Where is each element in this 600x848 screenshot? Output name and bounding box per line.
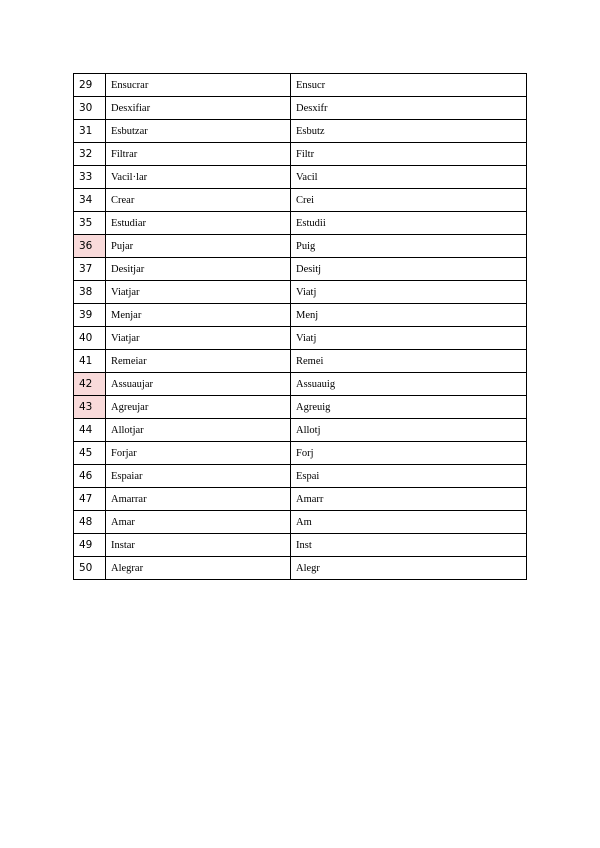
infinitive-cell: Allotjar [106,419,291,442]
infinitive-cell: Alegrar [106,557,291,580]
table-row [74,557,527,580]
row-number-cell: 33 [74,166,106,189]
infinitive-cell: Amar [106,511,291,534]
stem-cell: Puig [291,235,527,258]
table-row [74,488,527,511]
infinitive-cell: Ensucrar [106,74,291,97]
row-number-cell: 45 [74,442,106,465]
table-row [74,212,527,235]
table-row [74,97,527,120]
table-row [74,258,527,281]
table-row [74,166,527,189]
infinitive-cell: Instar [106,534,291,557]
row-number-cell: 44 [74,419,106,442]
table-row [74,419,527,442]
infinitive-cell: Viatjar [106,327,291,350]
infinitive-cell: Menjar [106,304,291,327]
verb-stem-table [73,73,527,580]
stem-cell: Agreuig [291,396,527,419]
stem-cell: Viatj [291,327,527,350]
infinitive-cell: Agreujar [106,396,291,419]
stem-cell: Esbutz [291,120,527,143]
row-number-cell: 48 [74,511,106,534]
table-row [74,511,527,534]
infinitive-cell: Estudiar [106,212,291,235]
infinitive-cell: Filtrar [106,143,291,166]
infinitive-cell: Esbutzar [106,120,291,143]
infinitive-cell: Forjar [106,442,291,465]
table-row [74,442,527,465]
row-number-cell: 49 [74,534,106,557]
stem-cell: Am [291,511,527,534]
infinitive-cell: Crear [106,189,291,212]
stem-cell: Forj [291,442,527,465]
stem-cell: Espai [291,465,527,488]
verb-table-body [74,74,527,580]
stem-cell: Desitj [291,258,527,281]
row-number-cell: 39 [74,304,106,327]
row-number-cell: 38 [74,281,106,304]
stem-cell: Crei [291,189,527,212]
stem-cell: Ensucr [291,74,527,97]
infinitive-cell: Vacil·lar [106,166,291,189]
row-number-cell: 47 [74,488,106,511]
row-number-cell: 29 [74,74,106,97]
row-number-cell: 30 [74,97,106,120]
row-number-cell: 42 [74,373,106,396]
stem-cell: Filtr [291,143,527,166]
table-row [74,304,527,327]
row-number-cell: 36 [74,235,106,258]
row-number-cell: 37 [74,258,106,281]
table-row [74,465,527,488]
stem-cell: Allotj [291,419,527,442]
row-number-cell: 43 [74,396,106,419]
stem-cell: Menj [291,304,527,327]
stem-cell: Remei [291,350,527,373]
infinitive-cell: Remeiar [106,350,291,373]
infinitive-cell: Desxifiar [106,97,291,120]
infinitive-cell: Espaiar [106,465,291,488]
row-number-cell: 34 [74,189,106,212]
stem-cell: Viatj [291,281,527,304]
infinitive-cell: Assuaujar [106,373,291,396]
infinitive-cell: Viatjar [106,281,291,304]
table-row [74,120,527,143]
row-number-cell: 32 [74,143,106,166]
stem-cell: Alegr [291,557,527,580]
stem-cell: Amarr [291,488,527,511]
row-number-cell: 31 [74,120,106,143]
table-row [74,373,527,396]
stem-cell: Assuauig [291,373,527,396]
row-number-cell: 40 [74,327,106,350]
table-row [74,534,527,557]
table-row [74,235,527,258]
row-number-cell: 35 [74,212,106,235]
table-row [74,189,527,212]
stem-cell: Vacil [291,166,527,189]
table-row [74,74,527,97]
infinitive-cell: Amarrar [106,488,291,511]
stem-cell: Desxifr [291,97,527,120]
infinitive-cell: Pujar [106,235,291,258]
stem-cell: Inst [291,534,527,557]
table-row [74,281,527,304]
row-number-cell: 41 [74,350,106,373]
table-row [74,396,527,419]
row-number-cell: 50 [74,557,106,580]
stem-cell: Estudii [291,212,527,235]
infinitive-cell: Desitjar [106,258,291,281]
row-number-cell: 46 [74,465,106,488]
table-row [74,350,527,373]
table-row [74,143,527,166]
table-row [74,327,527,350]
